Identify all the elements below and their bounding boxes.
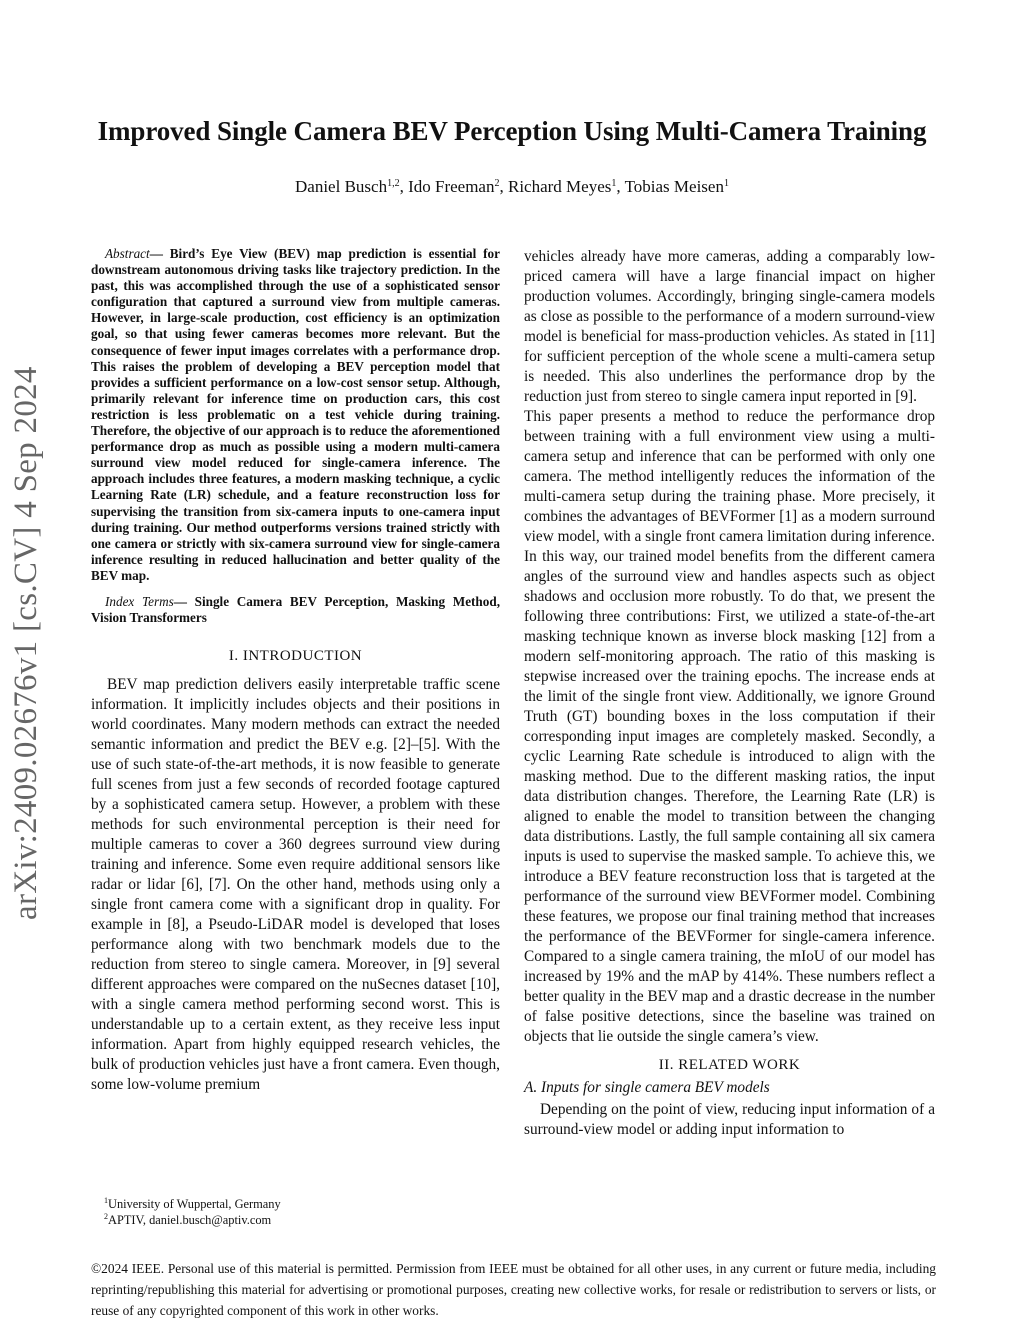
intro-paragraph-continued: vehicles already have more cameras, adding a comparably low-priced camera will have a large financial impact on higher production volumes. Accordingly, bringing single-camera models as close as possible to the performance of a modern surround-view model is beneficial for mass-production vehicles. As stated in [11] for sufficient perception of the whole scene a multi-camera setup is needed. This also underlines the performance drop by the reduction just from stereo to single camera input reported in [9]. [524,248,935,405]
author-affiliation: 1 [723,178,729,189]
index-terms-label: Index Terms [105,593,174,609]
footnote: $^2$APTIV, daniel.busch@aptiv.com [104,1212,272,1227]
left-column [91,246,500,1095]
author-affiliation: 2 [494,178,500,189]
paper-title: Improved Single Camera BEV Perception Using Multi-Camera Training [97,116,927,146]
abstract [91,246,500,584]
section-heading-introduction: I. INTRODUCTION [228,648,363,665]
index-terms [91,594,500,626]
related-work-paragraph: Depending on the point of view, reducing input information of a surround-view model or adding input information to [524,1101,935,1138]
intro-paragraph-contributions: This paper presents a method to reduce the performance drop between training with a full environment view using a multi-camera setup and inference that can be performed with only one camera. The method intelligently reduces the information of the multi-camera setup during the training phase. More precisely, it combines the advantages of BEVFormer [1] as a modern surround view model, with a single front camera limitation during inference. In this way, our trained model benefits from the different camera angles of the surround view and handles aspects such as object shadows and occlusion more robustly. To do that, we present the following three contributions: First, we utilized a state-of-the-art masking technique known as inverse block masking [12] from a modern self-monitoring approach. The ratio of this masking is stepwise increased over the training epochs. The increase ends at the limit of the single front view. Additionally, we ignore Ground Truth (GT) bounding boxes in the loss computation if their corresponding input images are completely masked. Secondly, a cyclic Learning Rate schedule is introduced to align with the masking method. Due to the different masking ratios, the input data distribution changes. Therefore, the Learning Rate (LR) is aligned to enable the model to transition between the changing data distributions. Lastly, the full sample containing all six camera inputs is used to supervise the masked sample. To achieve this, we introduce a BEV feature reconstruction loss that is targeted at the performance of the surround view BEVFormer model. Combining these features, we propose our final training method that increases the performance of the BEVFormer for single-camera inference. Compared to a single camera training, the mIoU of our model has increased by 19% and the mAP by 414%. These numbers reflect a better quality in the BEV map and a drastic decrease in the number of false positive detections, since the baseline was trained on objects that lie outside the single camera’s view. [524,408,935,1045]
author-name: Richard Meyes [507,177,612,196]
section-heading-related-work: II. RELATED WORK [658,1057,801,1073]
right-column [524,247,935,1140]
author-name: Tobias Meisen [624,177,724,196]
footnote: $^1$University of Wuppertal, Germany [104,1196,281,1211]
index-terms-text: — Single Camera BEV Perception, Masking Method, Vision Transformers [91,593,500,626]
author-list: Daniel Busch$^{1,2}$, Ido Freeman$^2$, Richard Meyes$^1$, Tobias Meisen$^1$ [295,177,729,196]
author-affiliation: 1,2 [387,178,400,189]
author-affiliation: 1 [611,178,617,189]
abstract-text: — Bird’s Eye View (BEV) map prediction is essential for downstream autonomous driving tasks like trajectory prediction. In the past, this was accomplished through the use of a sophisticated sensor configuration that captured a surround view from multiple cameras. However, in large-scale production, cost efficiency is an optimization goal, so that using fewer cameras becomes more relevant. But the consequence of fewer input images correlates with a performance drop. This raises the problem of developing a BEV perception model that provides a sufficient performance on a low-cost sensor setup. Although, primarily relevant for inference time on production cars, this cost restriction is less problematic on a test vehicle during training. Therefore, the objective of our approach is to reduce the aforementioned performance drop as much as possible using a modern multi-camera surround view model reduced for single-camera inference. The approach includes three features, a modern masking technique, a cyclic Learning Rate (LR) schedule, and a feature reconstruction loss for supervising the transition from six-camera inputs to one-camera input during training. Our method outperforms versions trained strictly with one camera or strictly with six-camera surround view for single-camera inference resulting in reduced hallucination and better quality of the BEV map. [91,246,500,583]
author-name: Daniel Busch [295,177,388,196]
intro-paragraph: BEV map prediction delivers easily interpretable traffic scene information. It implicitly includes objects and their positions in world coordinates. Many modern methods can extract the needed semantic information and predict the BEV e.g. [2]–[5]. With the use of such state-of-the-art methods, it is now feasible to generate full scenes from just a few seconds of recorded footage captured by a sophisticated camera setup. However, a problem with these methods for such environmental perception is their need for multiple cameras to cover a 360 degrees surround view during training and inference. Some even require additional sensors like radar or lidar [6], [7]. On the other hand, methods using only a single front camera come with a significant drop in quality. For example in [8], a Pseudo-LiDAR model is developed that loses performance along with two benchmark models due to the reduction from stereo to single camera. Moreover, in [9] several different approaches were compared on the nuSecnes dataset [10], with a single camera method performing second worst. This is understandable up to a certain extent, as they receive less input information. Apart from highly equipped research vehicles, the bulk of production vehicles just have a front camera. Even though, some low-volume premium [91,676,500,1094]
arxiv-watermark: arXiv:2409.02676v1 [cs.CV] 4 Sep 2024 [8,366,44,920]
abstract-label: Abstract [105,246,150,261]
footnotes [104,1196,281,1228]
subsection-heading: A. Inputs for single camera BEV models [524,1079,770,1096]
copyright-notice: ©2024 IEEE. Personal use of this material is permitted. Permission from IEEE must be obtained for all other uses, in any current or future media, including reprinting/republishing this material for advertising or promotional purposes, creating new collective works, for resale or redistribution to servers or lists, or reuse of any copyrighted component of this work in other works. [91,1261,936,1318]
author-name: Ido Freeman [408,177,495,196]
